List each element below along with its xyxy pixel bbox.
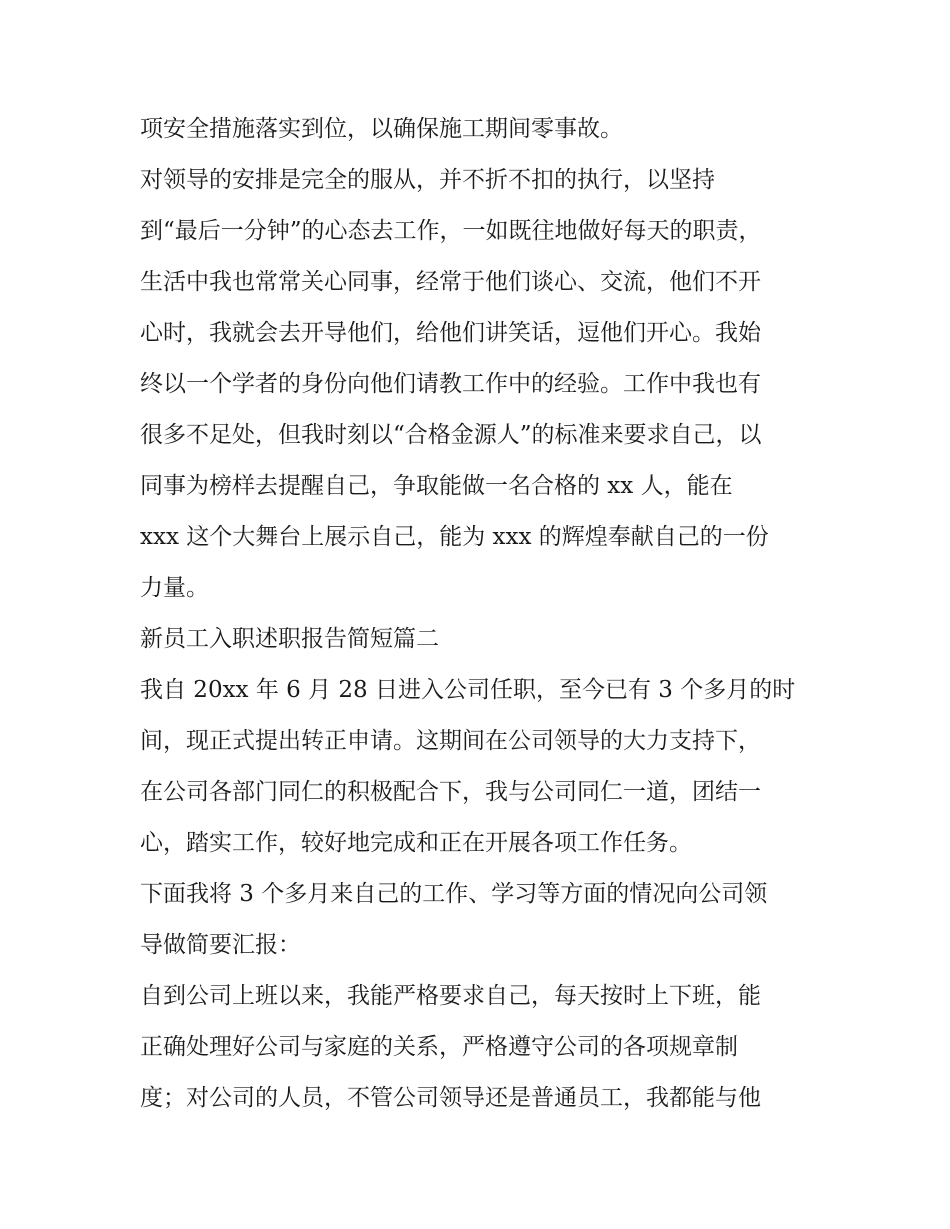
- text-line: 到“最后一分钟”的心态去工作，一如既往地做好每天的职责，: [140, 218, 762, 244]
- text-line: 很多不足处，但我时刻以“合格金源人”的标准来要求自己，以: [140, 422, 762, 448]
- section-heading: 新员工入职述职报告简短篇二: [140, 626, 439, 652]
- text-line: 力量。: [140, 575, 209, 601]
- text-line: 心时，我就会去开导他们，给他们讲笑话，逗他们开心。我始: [140, 320, 761, 346]
- text-line: 在公司各部门同仁的积极配合下，我与公司同仁一道，团结一: [140, 779, 761, 805]
- text-line: 度；对公司的人员，不管公司领导还是普通员工，我都能与他: [140, 1085, 761, 1111]
- text-line: 生活中我也常常关心同事，经常于他们谈心、交流，他们不开: [140, 269, 761, 295]
- text-line: 下面我将 3 个多月来自己的工作、学习等方面的情况向公司领: [140, 881, 768, 907]
- text-line: 对领导的安排是完全的服从，并不折不扣的执行，以坚持: [140, 167, 715, 193]
- document-body: [140, 104, 820, 1124]
- text-line: 心，踏实工作，较好地完成和正在开展各项工作任务。: [140, 830, 692, 856]
- text-line: xxx 这个大舞台上展示自己，能为 xxx 的辉煌奉献自己的一份: [140, 524, 769, 550]
- text-line: 项安全措施落实到位，以确保施工期间零事故。: [140, 116, 623, 142]
- text-line: 间，现正式提出转正申请。这期间在公司领导的大力支持下，: [140, 728, 761, 754]
- text-line: 同事为榜样去提醒自己，争取能做一名合格的 xx 人，能在: [140, 473, 733, 499]
- text-line: 导做简要汇报：: [140, 932, 301, 958]
- text-line: 自到公司上班以来，我能严格要求自己，每天按时上下班，能: [140, 983, 761, 1009]
- text-line: 我自 20xx 年 6 月 28 日进入公司任职，至今已有 3 个多月的时: [140, 677, 796, 703]
- text-line: 终以一个学者的身份向他们请教工作中的经验。工作中我也有: [140, 371, 761, 397]
- text-line: 正确处理好公司与家庭的关系，严格遵守公司的各项规章制: [140, 1034, 738, 1060]
